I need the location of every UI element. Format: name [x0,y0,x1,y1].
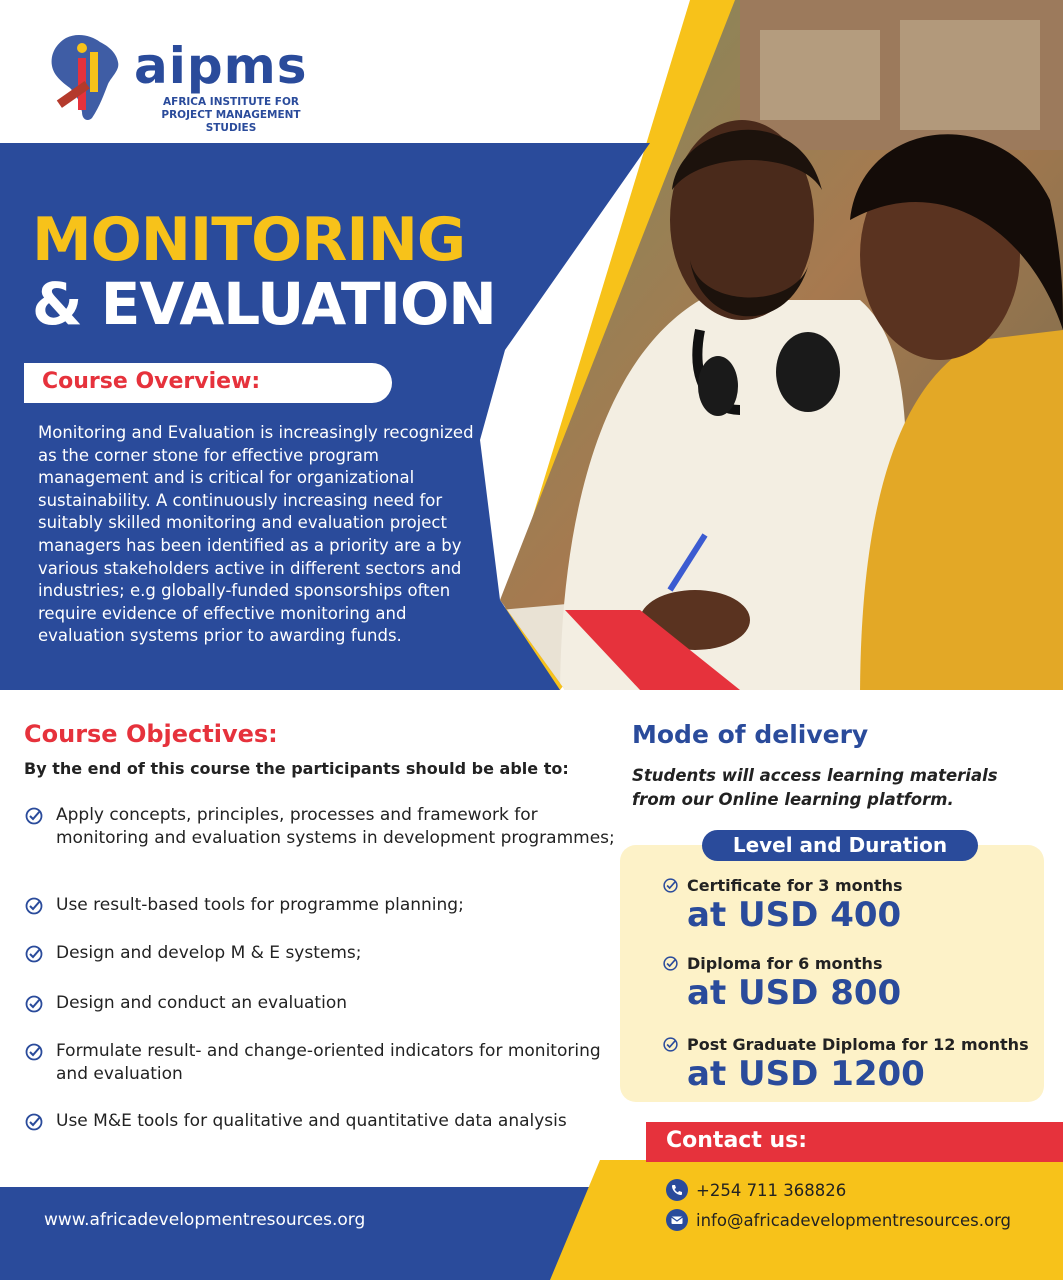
level-name: Certificate for 3 months [687,876,903,895]
check-circle-icon [24,896,44,916]
brand-subtitle-line1: AFRICA INSTITUTE FOR [163,96,299,108]
brand-name: aipms [134,37,308,95]
level-item-post-graduate-diploma [662,1035,1042,1094]
objective-text: Design and conduct an evaluation [56,993,348,1013]
email-address: info@africadevelopmentresources.org [696,1210,1012,1230]
check-circle-icon [24,1112,44,1132]
brand-subtitle [136,96,326,135]
level-price: at USD 1200 [687,1054,925,1094]
list-item [24,942,624,965]
brand-subtitle-line2: PROJECT MANAGEMENT STUDIES [161,109,301,134]
title-line-1: MONITORING [32,205,466,275]
title-line-2: & EVALUATION [32,270,496,338]
website-link[interactable]: www.africadevelopmentresources.org [44,1210,366,1230]
africa-map-logo-icon [48,32,128,124]
check-circle-icon [24,944,44,964]
list-item [24,1110,624,1133]
objective-text: Formulate result- and change-oriented indicators for monitoring and evaluation [56,1041,601,1084]
level-duration-heading: Level and Duration [732,833,948,857]
level-name: Diploma for 6 months [687,954,883,973]
mode-of-delivery-text: Students will access learning materials from our Online learning platform. [632,766,998,809]
list-item [24,1040,624,1086]
check-circle-icon [662,955,679,972]
students-photo [480,0,1063,700]
course-overview-heading: Course Overview: [42,369,261,394]
check-circle-icon [662,1036,679,1053]
course-overview-heading-pill [24,363,392,403]
contact-heading: Contact us: [666,1128,808,1153]
course-objectives-heading: Course Objectives: [24,720,278,748]
objective-text: Use result-based tools for programme planning; [56,895,464,915]
level-item-diploma [662,954,1042,1013]
level-name: Post Graduate Diploma for 12 months [687,1035,1029,1054]
level-item-certificate [662,876,1042,935]
check-circle-icon [24,806,44,826]
check-circle-icon [24,994,44,1014]
footer-blue-band [0,1187,610,1280]
course-objectives-intro: By the end of this course the participants should be able to: [24,759,569,778]
level-duration-heading-pill [702,830,978,861]
objective-text: Design and develop M & E systems; [56,943,362,963]
page-title [32,205,496,338]
contact-email[interactable] [666,1209,1011,1231]
course-overview-text: Monitoring and Evaluation is increasingly recognized as the corner stone for effective program management and is critical for organizational sustainability. A continuously increasing need for suitably skilled monitoring and evaluation project managers has been identified as a priority are a by various stakeholders active in different sectors and industries; e.g globally-funded sponsorships often require evidence of effective monitoring and evaluation systems prior to awarding funds. [38,423,474,646]
phone-number: +254 711 368826 [696,1180,847,1200]
check-circle-icon [662,877,679,894]
mode-of-delivery-heading: Mode of delivery [632,720,869,749]
level-price: at USD 800 [687,973,902,1013]
level-price: at USD 400 [687,895,902,935]
list-item [24,894,624,917]
aipms-logo [48,32,348,132]
list-item [24,992,624,1015]
contact-heading-bar [646,1122,1063,1162]
email-icon [666,1209,688,1231]
check-circle-icon [24,1042,44,1062]
list-item [24,804,624,850]
objective-text: Apply concepts, principles, processes and framework for monitoring and evaluation systems in development programmes; [56,805,615,848]
contact-phone[interactable] [666,1179,846,1201]
objective-text: Use M&E tools for qualitative and quantitative data analysis [56,1111,567,1131]
phone-icon [666,1179,688,1201]
